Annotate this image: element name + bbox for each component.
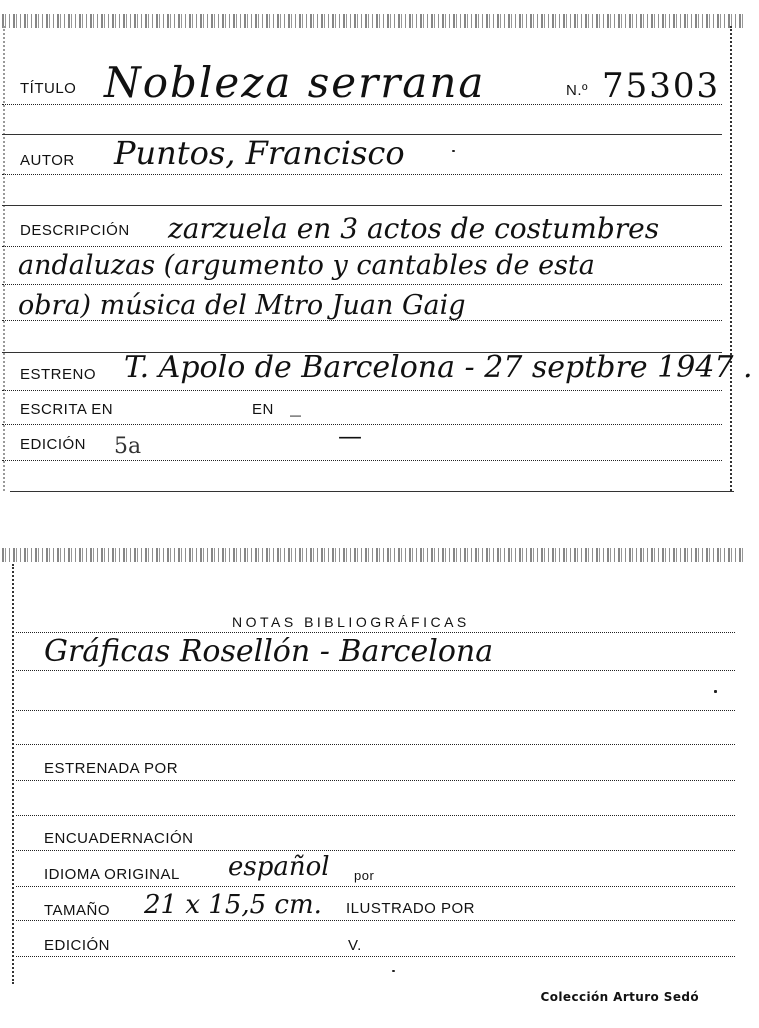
tamano-value: 21 x 15,5 cm.	[144, 890, 322, 920]
ink-speck	[392, 970, 395, 972]
autor-value: Puntos, Francisco	[114, 134, 405, 172]
descripcion-label: DESCRIPCIÓN	[20, 222, 130, 239]
notas-rule-2	[16, 670, 735, 671]
card-front-bottom-rule	[10, 491, 734, 492]
descripcion-line-3: obra) música del Mtro Juan Gaig	[18, 290, 466, 321]
tamano-rule	[16, 920, 735, 921]
notas-rule-1	[16, 632, 735, 633]
edicion-rule	[2, 460, 722, 461]
notas-title: NOTAS BIBLIOGRÁFICAS	[232, 614, 470, 630]
en-label: EN	[252, 401, 274, 418]
ink-speck	[452, 150, 455, 152]
estreno-label: ESTRENO	[20, 366, 97, 383]
blank-rule	[16, 815, 735, 816]
edicion-label: EDICIÓN	[20, 436, 87, 453]
card-left-edge	[3, 26, 5, 491]
descripcion-rule-3	[2, 320, 722, 321]
idioma-original-label: IDIOMA ORIGINAL	[44, 866, 180, 883]
ilustrado-por-label: ILUSTRADO POR	[346, 900, 476, 917]
edicion-mark: —	[338, 422, 362, 450]
estrenada-por-label: ESTRENADA POR	[44, 760, 179, 777]
encuadernacion-rule	[16, 850, 735, 851]
autor-label: AUTOR	[20, 152, 75, 169]
escrita-en-rule	[2, 424, 722, 425]
escrita-en-mark: _	[290, 392, 301, 417]
descripcion-rule-2	[2, 284, 722, 285]
v-label: V.	[348, 937, 362, 954]
catalog-card-front	[0, 0, 753, 495]
estreno-rule	[2, 390, 722, 391]
descripcion-line-2: andaluzas (argumento y cantables de esta	[18, 250, 595, 281]
numero-value: 75303	[602, 66, 721, 106]
numero-label: N.º	[566, 82, 588, 99]
encuadernacion-label: ENCUADERNACIÓN	[44, 830, 194, 847]
titulo-label: TÍTULO	[20, 80, 77, 97]
card-right-edge	[730, 26, 732, 491]
notas-rule-3	[16, 710, 735, 711]
autor-rule-2	[2, 205, 722, 206]
card-left-edge	[12, 564, 14, 984]
tamano-label: TAMAÑO	[44, 902, 111, 919]
idioma-original-value: español	[228, 852, 330, 882]
por-label: por	[354, 868, 375, 883]
ink-speck	[714, 690, 717, 693]
notas-rule-4	[16, 744, 735, 745]
collection-footer: Colección Arturo Sedó	[540, 990, 699, 1004]
descripcion-line-1: zarzuela en 3 actos de costumbres	[168, 212, 660, 245]
idioma-rule	[16, 886, 735, 887]
notas-value: Gráficas Rosellón - Barcelona	[44, 634, 494, 669]
torn-top-edge	[2, 548, 746, 562]
estrenada-por-rule	[16, 780, 735, 781]
edicion-value: 5a	[114, 434, 142, 459]
autor-rule	[2, 174, 722, 175]
titulo-value: Nobleza serrana	[104, 58, 486, 107]
escrita-en-label: ESCRITA EN	[20, 401, 114, 418]
estreno-value: T. Apolo de Barcelona - 27 septbre 1947 .	[124, 350, 753, 385]
descripcion-rule-1	[2, 246, 722, 247]
torn-top-edge	[2, 14, 746, 28]
edicion-back-label: EDICIÓN	[44, 937, 111, 954]
edicion-back-rule	[16, 956, 735, 957]
titulo-rule	[2, 104, 722, 105]
